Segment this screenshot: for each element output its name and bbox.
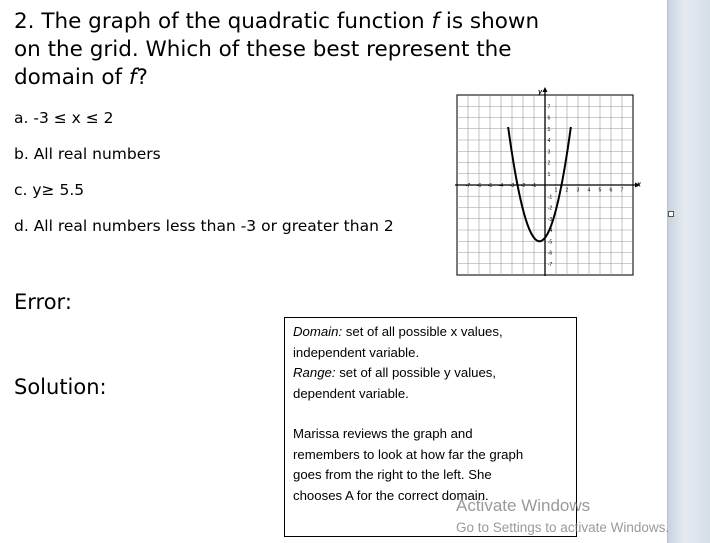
x-tick-label: -1 (531, 183, 537, 189)
y-tick-label: -6 (547, 250, 553, 257)
domain-definition-2: independent variable. (293, 344, 420, 360)
y-axis-label: y (538, 89, 542, 96)
domain-definition: Domain: set of all possible x values, (293, 324, 503, 339)
resize-handle[interactable] (668, 211, 674, 217)
x-tick-label: -5 (487, 183, 493, 189)
y-tick-label: 1 (547, 171, 551, 178)
vertical-scrollbar[interactable] (667, 0, 710, 543)
x-axis-label: x (637, 181, 641, 189)
story-line-1: Marissa reviews the graph and (293, 426, 473, 441)
x-tick-label: -6 (476, 183, 482, 189)
solution-label: Solution: (14, 375, 107, 399)
x-tick-label: 2 (565, 187, 569, 194)
x-tick-label: 6 (609, 187, 613, 194)
y-tick-label: 3 (547, 149, 551, 156)
x-tick-label: -3 (509, 183, 515, 189)
option-a: a. -3 ≤ x ≤ 2 (14, 109, 114, 127)
y-tick-label: 4 (547, 138, 551, 144)
x-tick-label: 5 (598, 187, 602, 194)
y-tick-label: 5 (547, 126, 551, 133)
y-tick-label: -3 (547, 216, 553, 223)
y-tick-label: -5 (547, 239, 553, 246)
error-label: Error: (14, 290, 72, 314)
story-line-4: chooses A for the correct domain. (293, 487, 489, 503)
y-tick-label: 6 (547, 115, 551, 122)
activate-windows-subtitle: Go to Settings to activate Windows. (456, 520, 670, 535)
story-line-2: remembers to look at how far the graph (293, 446, 524, 462)
range-definition-2: dependent variable. (293, 385, 409, 401)
option-d: d. All real numbers less than -3 or greater than 2 (14, 217, 394, 235)
y-tick-label: 7 (547, 104, 551, 111)
x-tick-label: 3 (576, 187, 580, 194)
y-tick-label: -2 (547, 205, 553, 212)
y-axis-arrow (543, 87, 548, 92)
y-tick-label: 2 (547, 160, 551, 167)
quadratic-graph (451, 84, 639, 276)
range-definition: Range: set of all possible y values, (293, 365, 497, 380)
x-tick-label: 1 (554, 187, 558, 194)
option-b: b. All real numbers (14, 145, 161, 163)
x-tick-label: -4 (498, 183, 504, 189)
y-tick-label: -7 (547, 261, 553, 268)
x-tick-label: 7 (620, 187, 624, 194)
x-tick-label: -2 (520, 183, 526, 189)
y-tick-label: -1 (547, 194, 553, 201)
x-tick-label: 4 (587, 187, 591, 194)
story-line-3: goes from the right to the left. She (293, 467, 492, 482)
activate-windows-title: Activate Windows (456, 496, 591, 515)
x-tick-label: -7 (465, 183, 471, 189)
question-text: 2. The graph of the quadratic function f is shown on the grid. Which of these best represent the domain of f? (14, 9, 540, 90)
option-c: c. y≥ 5.5 (14, 181, 85, 199)
y-tick-label: -4 (547, 228, 553, 234)
